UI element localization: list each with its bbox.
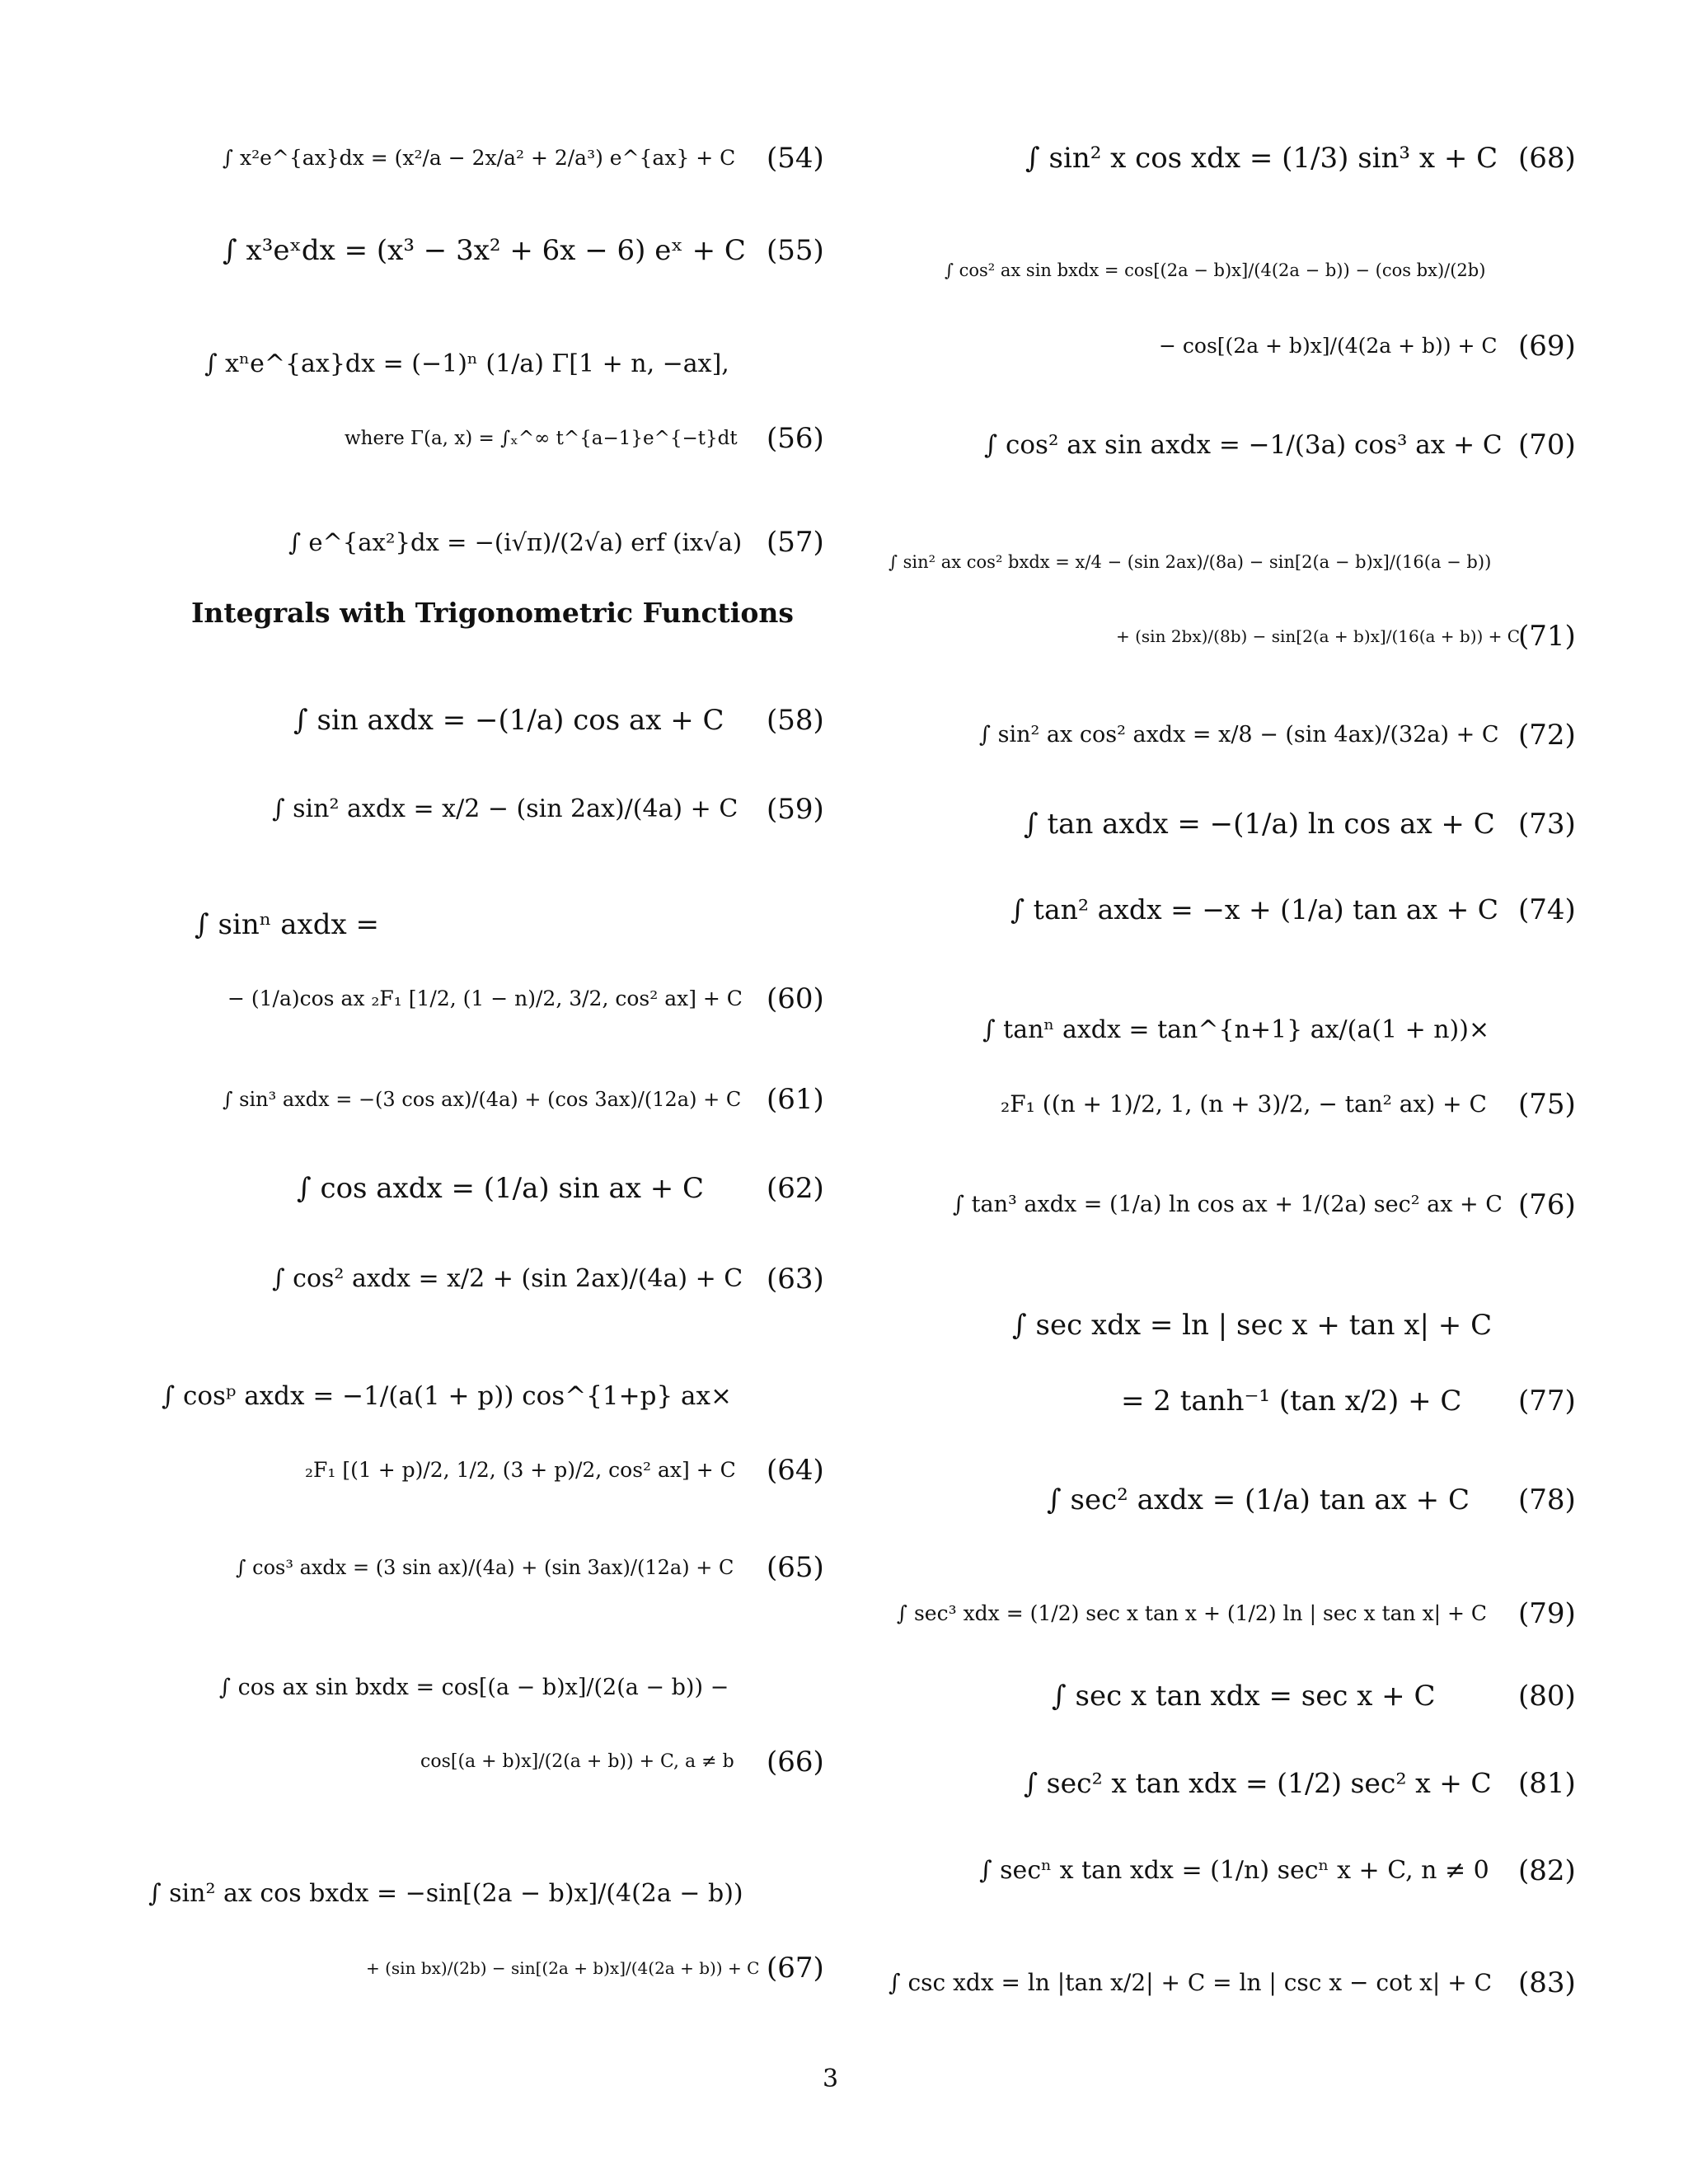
equation-number: (55) xyxy=(767,234,824,267)
equation-line: ∫ x³eˣdx = (x³ − 3x² + 6x − 6) eˣ + C xyxy=(223,234,746,267)
equation-number: (79) xyxy=(1518,1597,1576,1630)
equation-number: (56) xyxy=(767,422,824,455)
equation-line: + (sin bx)/(2b) − sin[(2a + b)x]/(4(2a + b)) + C xyxy=(366,1958,760,1978)
equation-line: ∫ tan² axdx = −x + (1/a) tan ax + C xyxy=(1010,893,1499,926)
equation-line: ∫ sin² x cos xdx = (1/3) sin³ x + C xyxy=(1025,142,1498,175)
equation-number: (82) xyxy=(1518,1854,1576,1887)
page-number: 3 xyxy=(823,2064,839,2093)
equation-line: ∫ x²e^{ax}dx = (x²/a − 2x/a² + 2/a³) e^{ax} + C xyxy=(223,146,736,170)
equation-line: ∫ cos³ axdx = (3 sin ax)/(4a) + (sin 3ax)/(12a) + C xyxy=(236,1556,734,1579)
equation-number: (83) xyxy=(1518,1966,1576,1999)
equation-number: (62) xyxy=(767,1172,824,1205)
equation-number: (60) xyxy=(767,982,824,1015)
equation-number: (64) xyxy=(767,1454,824,1487)
equation-number: (76) xyxy=(1518,1188,1576,1221)
equation-number: (72) xyxy=(1518,719,1576,752)
equation-number: (63) xyxy=(767,1263,824,1296)
equation-number: (68) xyxy=(1518,142,1576,175)
equation-line: ∫ e^{ax²}dx = −(i√π)/(2√a) erf (ix√a) xyxy=(288,528,743,556)
equation-line: + (sin 2bx)/(8b) − sin[2(a + b)x]/(16(a + b)) + C xyxy=(1116,626,1521,646)
equation-line: ∫ sin² ax cos bxdx = −sin[(2a − b)x]/(4(2a − b)) xyxy=(148,1879,743,1908)
equation-number: (81) xyxy=(1518,1767,1576,1800)
equation-line: ∫ sin² axdx = x/2 − (sin 2ax)/(4a) + C xyxy=(272,794,738,823)
equation-line: ∫ sin² ax cos² bxdx = x/4 − (sin 2ax)/(8a) − sin[2(a − b)x]/(16(a − b)) xyxy=(889,552,1492,572)
equation-number: (69) xyxy=(1518,330,1576,363)
equation-line: ∫ sec xdx = ln | sec x + tan x| + C xyxy=(1012,1309,1493,1342)
equation-line: ∫ cos² axdx = x/2 + (sin 2ax)/(4a) + C xyxy=(272,1264,743,1293)
equation-number: (70) xyxy=(1518,429,1576,462)
equation-number: (54) xyxy=(767,142,824,175)
equation-number: (58) xyxy=(767,704,824,737)
equation-line: ∫ cos ax sin bxdx = cos[(a − b)x]/(2(a − b)) − xyxy=(219,1675,729,1700)
equation-number: (57) xyxy=(767,526,824,559)
equation-number: (78) xyxy=(1518,1483,1576,1516)
section-heading: Integrals with Trigonometric Functions xyxy=(191,597,794,629)
equation-line: − (1/a)cos ax ₂F₁ [1/2, (1 − n)/2, 3/2, cos² ax] + C xyxy=(227,987,743,1010)
equation-line: ∫ tan axdx = −(1/a) ln cos ax + C xyxy=(1024,808,1495,841)
equation-line: ∫ cos axdx = (1/a) sin ax + C xyxy=(297,1172,705,1205)
equation-number: (80) xyxy=(1518,1680,1576,1713)
equation-line: ∫ sin² ax cos² axdx = x/8 − (sin 4ax)/(32a) + C xyxy=(979,722,1499,748)
equation-number: (65) xyxy=(767,1551,824,1584)
equation-line: ∫ sec² axdx = (1/a) tan ax + C xyxy=(1047,1483,1470,1516)
equation-line: ∫ sec x tan xdx = sec x + C xyxy=(1052,1680,1436,1713)
equation-number: (59) xyxy=(767,793,824,826)
equation-line: ∫ sinⁿ axdx = xyxy=(195,908,379,941)
equation-line: = 2 tanh⁻¹ (tan x/2) + C xyxy=(1121,1385,1462,1418)
equation-line: ∫ secⁿ x tan xdx = (1/n) secⁿ x + C, n ≠ 0 xyxy=(979,1856,1489,1885)
equation-line: ∫ cos² ax sin bxdx = cos[(2a − b)x]/(4(2a − b)) − (cos bx)/(2b) xyxy=(945,260,1486,280)
equation-line: ∫ tanⁿ axdx = tan^{n+1} ax/(a(1 + n))× xyxy=(982,1015,1490,1044)
equation-number: (66) xyxy=(767,1746,824,1779)
equation-line: ∫ tan³ axdx = (1/a) ln cos ax + 1/(2a) sec² ax + C xyxy=(953,1192,1503,1217)
equation-number: (75) xyxy=(1518,1088,1576,1121)
equation-line: cos[(a + b)x]/(2(a + b)) + C, a ≠ b xyxy=(420,1751,734,1772)
equation-number: (73) xyxy=(1518,808,1576,841)
equation-line: ∫ cosᵖ axdx = −1/(a(1 + p)) cos^{1+p} ax× xyxy=(162,1381,732,1411)
equation-line: ₂F₁ ((n + 1)/2, 1, (n + 3)/2, − tan² ax) + C xyxy=(1001,1090,1487,1118)
equation-line: − cos[(2a + b)x]/(4(2a + b)) + C xyxy=(1159,334,1498,358)
equation-number: (77) xyxy=(1518,1385,1576,1418)
equation-line: ∫ sec³ xdx = (1/2) sec x tan x + (1/2) ln | sec x tan x| + C xyxy=(897,1601,1488,1625)
equation-line: ∫ sec² x tan xdx = (1/2) sec² x + C xyxy=(1024,1767,1492,1799)
equation-line: ∫ sin³ axdx = −(3 cos ax)/(4a) + (cos 3ax)/(12a) + C xyxy=(223,1088,742,1111)
equation-number: (74) xyxy=(1518,893,1576,926)
equation-line: ₂F₁ [(1 + p)/2, 1/2, (3 + p)/2, cos² ax] + C xyxy=(305,1458,736,1482)
equation-number: (61) xyxy=(767,1083,824,1116)
equation-line: ∫ csc xdx = ln |tan x/2| + C = ln | csc x − cot x| + C xyxy=(889,1969,1493,1996)
equation-number: (71) xyxy=(1518,620,1576,653)
equation-line: where Γ(a, x) = ∫ₓ^∞ t^{a−1}e^{−t}dt xyxy=(345,428,738,449)
equation-line: ∫ cos² ax sin axdx = −1/(3a) cos³ ax + C xyxy=(984,430,1503,460)
equation-line: ∫ sin axdx = −(1/a) cos ax + C xyxy=(293,704,724,737)
equation-line: ∫ xⁿe^{ax}dx = (−1)ⁿ (1/a) Γ[1 + n, −ax], xyxy=(204,349,729,378)
equation-number: (67) xyxy=(767,1952,824,1985)
